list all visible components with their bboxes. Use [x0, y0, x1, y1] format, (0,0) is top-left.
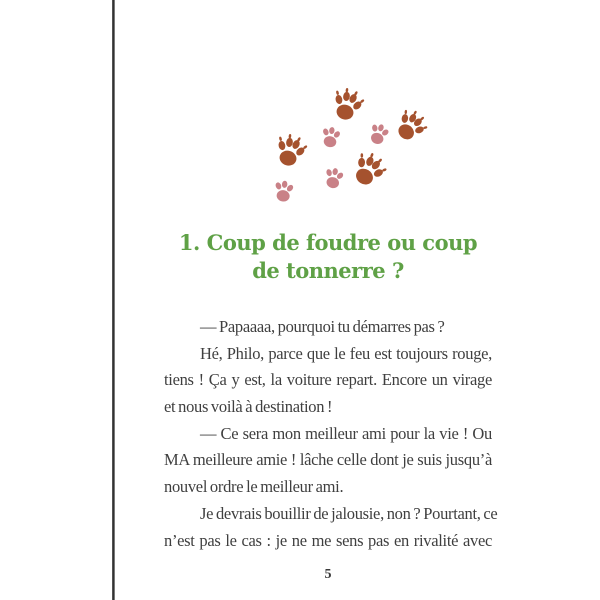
body-line: Hé, Philo, parce que le feu est toujours rouge, [200, 343, 492, 363]
body-line: — Papaaaa, pourquoi tu démarres pas ? [200, 317, 445, 336]
brown-paw-icon [390, 105, 431, 147]
body-line: Je devrais bouillir de jalousie, non ? Pourtant, ce [200, 503, 498, 523]
pink-paw-icon [272, 179, 296, 203]
body-line: — Ce sera mon meilleur ami pour la vie ! Ou [200, 423, 492, 443]
page-edge-line [112, 0, 115, 600]
page-number: 5 [324, 567, 332, 582]
brown-paw-icon [328, 85, 367, 124]
body-line: tiens ! Ça y est, la voiture repart. Encore un virage [164, 370, 492, 390]
pink-paw-icon [366, 121, 392, 147]
brown-paw-icon [271, 131, 310, 170]
chapter-title [154, 229, 502, 285]
chapter-title-line2: de tonnerre ? [252, 258, 404, 283]
paw-prints-decoration [0, 0, 600, 230]
body-text [164, 314, 498, 554]
body-line: n’est pas le cas : je ne me sens pas en rivalité avec [164, 530, 492, 550]
brown-paw-icon [347, 147, 391, 191]
body-line: nouvel ordre le meilleur ami. [164, 477, 344, 497]
pink-paw-icon [322, 166, 346, 191]
pink-paw-icon [319, 125, 342, 149]
body-line: MA meilleure amie ! lâche celle dont je suis jusqu’à [164, 450, 492, 470]
body-line: et nous voilà à destination ! [164, 397, 333, 417]
chapter-title-line1: 1. Coup de foudre ou coup [178, 230, 478, 255]
